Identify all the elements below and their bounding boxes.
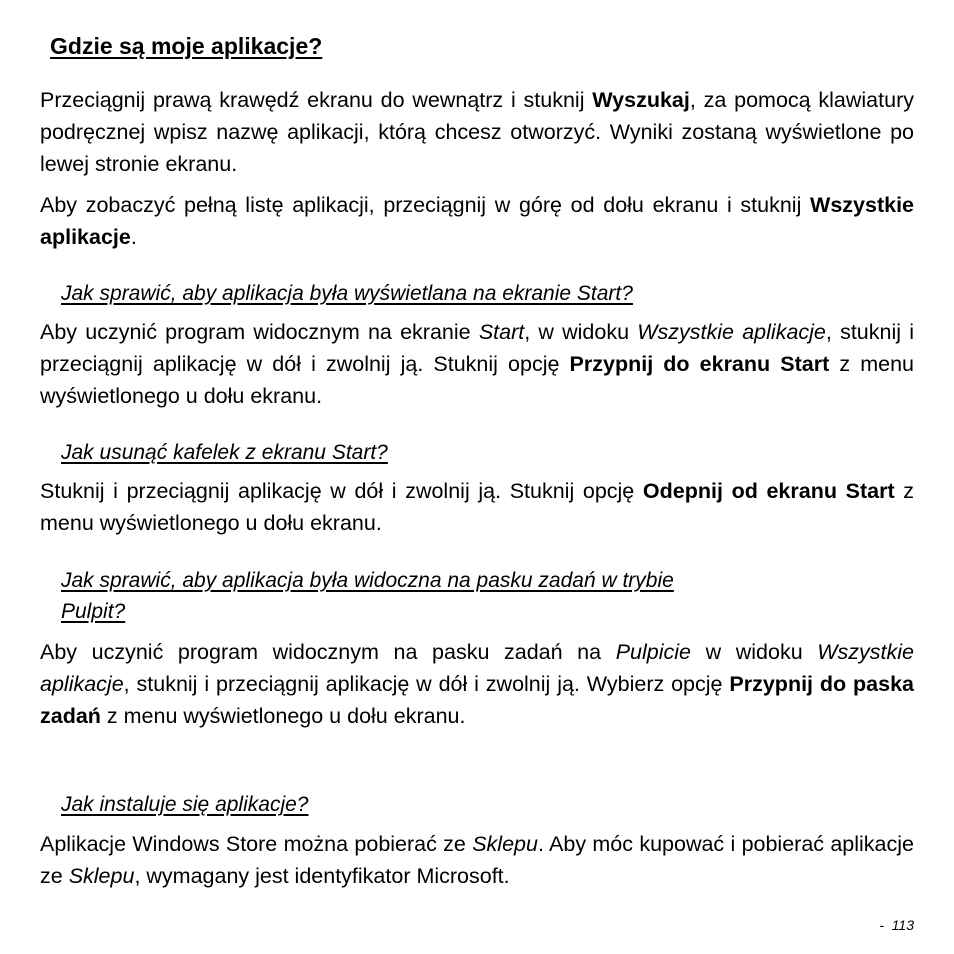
term-pin-start: Przypnij do ekranu Start (569, 352, 830, 376)
question-heading-install-apps: Jak instaluje się aplikacje? (61, 793, 309, 816)
term-unpin-start: Odepnij od ekranu Start (642, 479, 895, 503)
answer-remove-tile: Stuknij i przeciągnij aplikację w dół i zwolnij ją. Stuknij opcję Odepnij od ekranu Start z menu wyświetlonego u dołu ekranu. (40, 479, 914, 535)
question-heading-pin-start: Jak sprawić, aby aplikacja była wyświetlana na ekranie Start? (61, 282, 633, 305)
question-heading-remove-tile: Jak usunąć kafelek z ekranu Start? (61, 441, 388, 464)
paragraph-search-apps: Przeciągnij prawą krawędź ekranu do wewnątrz i stuknij Wyszukaj, za pomocą klawiatury podręcznej wpisz nazwę aplikacji, którą chcesz otworzyć. Wyniki zostaną wyświetlone po lewej stronie ekranu. (40, 88, 914, 176)
question-heading-taskbar: Jak sprawić, aby aplikacja była widoczna na pasku zadań w trybie Pulpit? (61, 569, 674, 623)
term-search: Wyszukaj (592, 88, 690, 112)
term-pin-taskbar: Przypnij do paska zadań (40, 672, 914, 728)
paragraph-all-apps: Aby zobaczyć pełną listę aplikacji, przeciągnij w górę od dołu ekranu i stuknij Wszystkie aplikacje. (40, 193, 914, 249)
answer-pin-start: Aby uczynić program widocznym na ekranie Start, w widoku Wszystkie aplikacje, stuknij i przeciągnij aplikację w dół i zwolnij ją. Stuknij opcję Przypnij do ekranu Start z menu wyświetlonego u dołu ekranu. (40, 320, 914, 408)
term-all-apps: Wszystkie aplikacje (40, 193, 914, 249)
answer-taskbar: Aby uczynić program widocznym na pasku zadań na Pulpicie w widoku Wszystkie aplikacje, stuknij i przeciągnij aplikację w dół i zwolnij ją. Wybierz opcję Przypnij do paska zadań z menu wyświetlonego u dołu ekranu. (40, 640, 914, 728)
answer-install-apps: Aplikacje Windows Store można pobierać ze Sklepu. Aby móc kupować i pobierać aplikacje ze Sklepu, wymagany jest identyfikator Microsoft. (40, 832, 915, 888)
section-title: Gdzie są moje aplikacje? (50, 33, 323, 59)
page-number: - 113 (879, 917, 914, 933)
